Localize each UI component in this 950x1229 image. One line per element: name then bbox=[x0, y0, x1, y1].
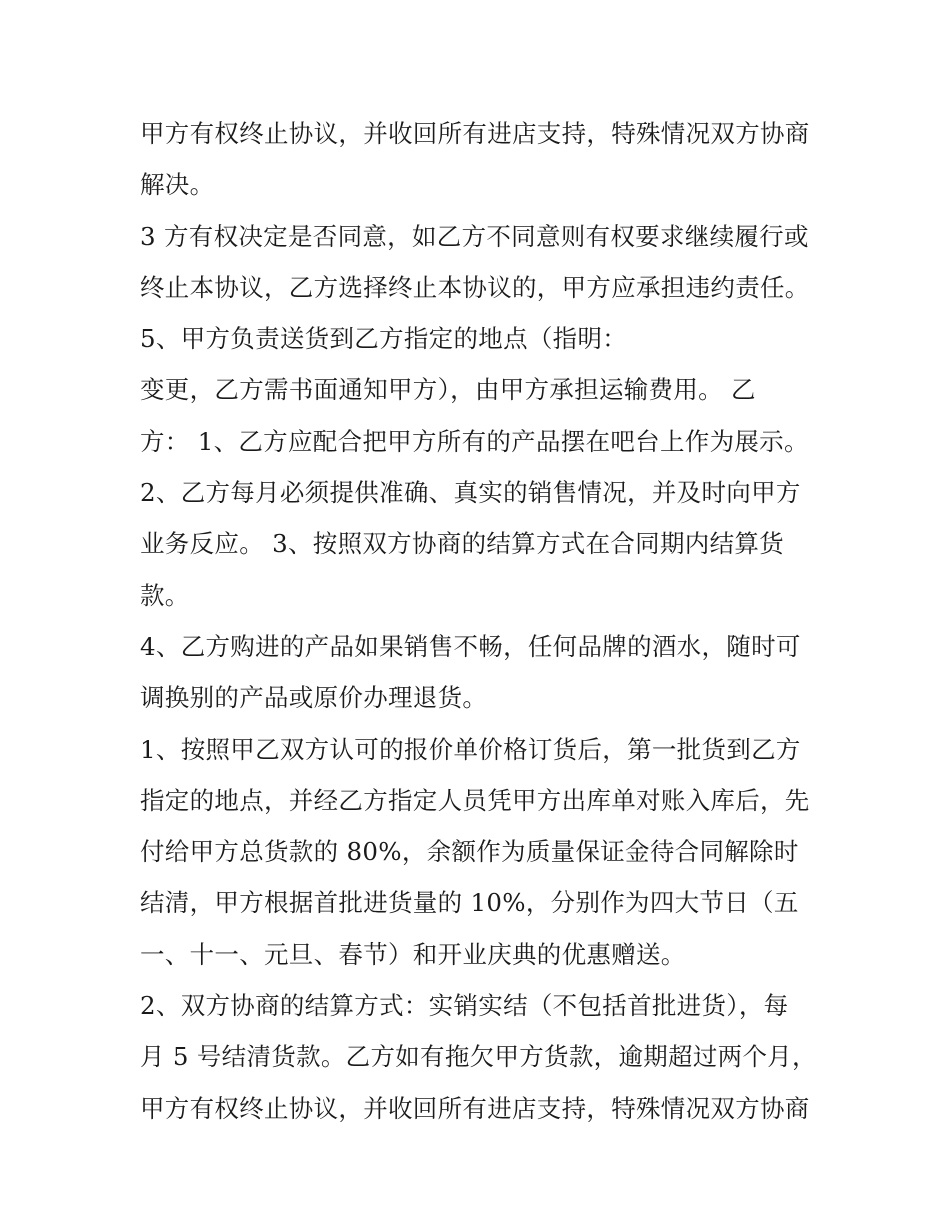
text-line: 变更，乙方需书面通知甲方），由甲方承担运输费用。 乙 bbox=[140, 375, 756, 405]
text-line: 终止本协议，乙方选择终止本协议的，甲方应承担违约责任。 bbox=[140, 272, 810, 302]
text-line: 4、乙方购进的产品如果销售不畅，任何品牌的酒水，随时可 bbox=[140, 631, 801, 661]
text-line: 2、双方协商的结算方式：实销实结（不包括首批进货），每 bbox=[140, 991, 789, 1021]
text-line: 业务反应。 3、按照双方协商的结算方式在合同期内结算货 bbox=[140, 529, 784, 559]
text-line: 解决。 bbox=[140, 170, 215, 200]
document-body bbox=[140, 108, 840, 1134]
text-line: 甲方有权终止协议，并收回所有进店支持，特殊情况双方协商 bbox=[140, 1093, 810, 1123]
text-line: 1、按照甲乙双方认可的报价单价格订货后，第一批货到乙方 bbox=[140, 734, 801, 764]
text-line: 方： 1、乙方应配合把甲方所有的产品摆在吧台上作为展示。 bbox=[140, 426, 809, 456]
text-line: 甲方有权终止协议，并收回所有进店支持，特殊情况双方协商 bbox=[140, 119, 810, 148]
text-line: 3 方有权决定是否同意，如乙方不同意则有权要求继续履行或 bbox=[140, 221, 809, 251]
text-line: 付给甲方总货款的 80%，余额作为质量保证金待合同解除时 bbox=[140, 837, 799, 867]
text-line: 2、乙方每月必须提供准确、真实的销售情况，并及时向甲方 bbox=[140, 478, 801, 508]
text-line: 款。 bbox=[140, 580, 190, 610]
text-line: 月 5 号结清货款。乙方如有拖欠甲方货款，逾期超过两个月， bbox=[140, 1042, 817, 1072]
text-line: 一、十一、元旦、春节）和开业庆典的优惠赠送。 bbox=[140, 939, 686, 969]
text-line: 结清，甲方根据首批进货量的 10%，分别作为四大节日（五 bbox=[140, 888, 799, 918]
text-line: 5、甲方负责送货到乙方指定的地点（指明： bbox=[140, 324, 628, 354]
text-line: 指定的地点，并经乙方指定人员凭甲方出库单对账入库后，先 bbox=[140, 785, 810, 815]
text-line: 调换别的产品或原价办理退货。 bbox=[140, 683, 488, 713]
